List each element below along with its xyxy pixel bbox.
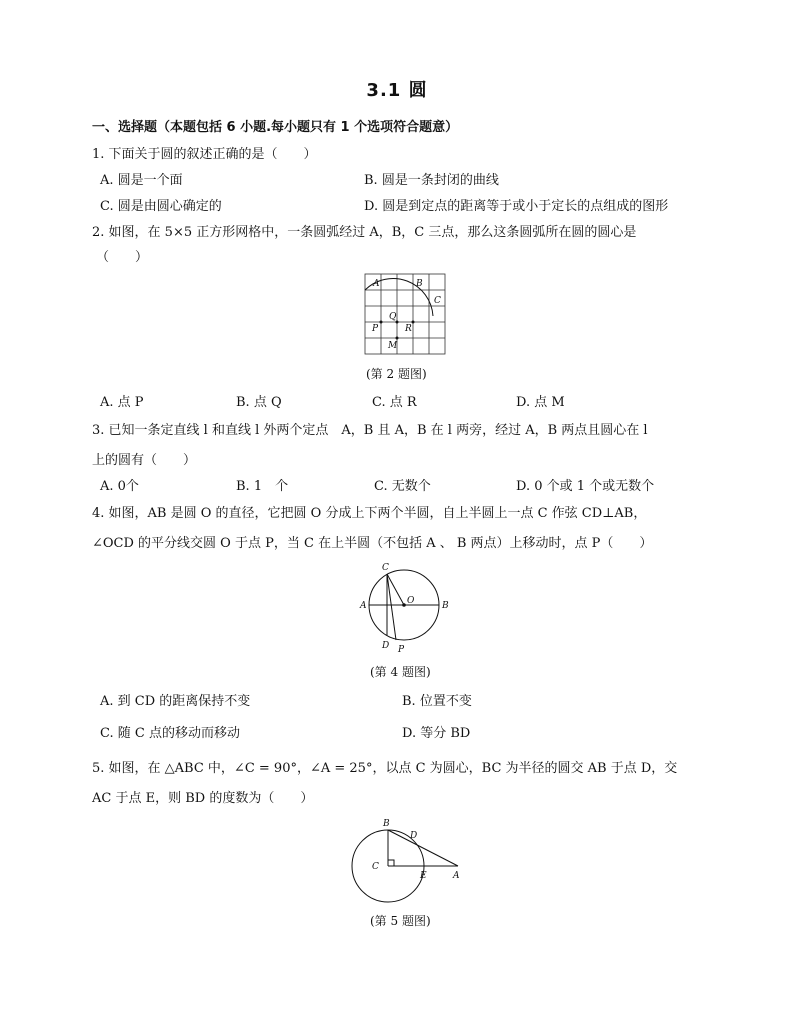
label-c: C [382, 563, 389, 573]
question-1-option-b: B. 圆是一条封闭的曲线 [364, 173, 499, 188]
section-heading: 一、选择题（本题包括 6 小题.每小题只有 1 个选项符合题意） [92, 120, 459, 135]
question-2-stem-cont: （ ） [96, 250, 149, 265]
question-3-option-d: D. 0 个或 1 个或无数个 [516, 479, 655, 494]
page-title: 3.1 圆 [366, 80, 428, 101]
label-p: P [372, 324, 379, 334]
label-b: B [442, 601, 449, 611]
question-4-circle-figure [352, 560, 456, 656]
question-2-grid-figure [364, 273, 448, 357]
question-4-stem-cont: ∠OCD 的平分线交圆 O 于点 P，当 C 在上半圆（不包括 A 、 B 两点）上移动时，点 P（ ） [92, 536, 653, 551]
right-angle-mark [388, 860, 394, 866]
question-1-option-d: D. 圆是到定点的距离等于或小于定长的点组成的图形 [364, 199, 669, 214]
label-c: C [372, 862, 379, 872]
question-4-option-d: D. 等分 BD [402, 726, 471, 741]
question-2-option-d: D. 点 M [516, 395, 565, 410]
label-p: P [398, 645, 405, 655]
question-5-stem: 5. 如图，在 △ABC 中，∠C = 90°，∠A = 25°，以点 C 为圆心，BC 为半径的圆交 AB 于点 D，交 [92, 761, 678, 776]
question-4-stem: 4. 如图，AB 是圆 O 的直径，它把圆 O 分成上下两个半圆，自上半圆上一点 C 作弦 CD⊥AB， [92, 506, 647, 521]
question-4-caption: (第 4 题图) [370, 665, 431, 679]
label-a: A [360, 601, 367, 611]
question-2-option-b: B. 点 Q [236, 395, 282, 410]
question-3-option-a: A. 0个 [100, 479, 139, 494]
question-2-stem: 2. 如图，在 5×5 正方形网格中，一条圆弧经过 A，B，C 三点，那么这条圆弧所在圆的圆心是 [92, 225, 637, 240]
question-1-option-a: A. 圆是一个面 [100, 173, 183, 188]
question-4-option-c: C. 随 C 点的移动而移动 [100, 726, 240, 741]
label-d: D [410, 831, 418, 841]
question-3-stem-cont: 上的圆有（ ） [92, 453, 197, 468]
question-5-stem-cont: AC 于点 E，则 BD 的度数为（ ） [92, 791, 314, 806]
label-a: A [453, 871, 460, 881]
segment-ab [388, 830, 458, 866]
question-3-option-b: B. 1 个 [236, 479, 289, 494]
label-b: B [383, 819, 390, 829]
label-e: E [420, 871, 427, 881]
label-b: B [416, 279, 423, 289]
label-a: A [373, 279, 380, 289]
question-3-stem: 3. 已知一条定直线 l 和直线 l 外两个定点 A，B 且 A，B 在 l 两旁，经过 A，B 两点且圆心在 l [92, 423, 648, 438]
question-3-option-c: C. 无数个 [374, 479, 431, 494]
question-5-triangle-figure [346, 814, 466, 904]
question-2-caption: (第 2 题图) [366, 367, 427, 381]
question-2-option-a: A. 点 P [100, 395, 144, 410]
label-c: C [434, 296, 441, 306]
label-r: R [405, 324, 412, 334]
label-q: Q [389, 312, 397, 322]
label-d: D [382, 641, 390, 651]
label-m: M [388, 341, 398, 351]
question-4-option-a: A. 到 CD 的距离保持不变 [100, 694, 251, 709]
question-5-caption: (第 5 题图) [370, 914, 431, 928]
bisector-cp [387, 574, 396, 640]
question-1-option-c: C. 圆是由圆心确定的 [100, 199, 222, 214]
label-o: O [407, 596, 415, 606]
question-1-stem: 1. 下面关于圆的叙述正确的是（ ） [92, 147, 317, 162]
question-4-option-b: B. 位置不变 [402, 694, 472, 709]
center-point [402, 603, 406, 607]
question-2-option-c: C. 点 R [372, 395, 417, 410]
